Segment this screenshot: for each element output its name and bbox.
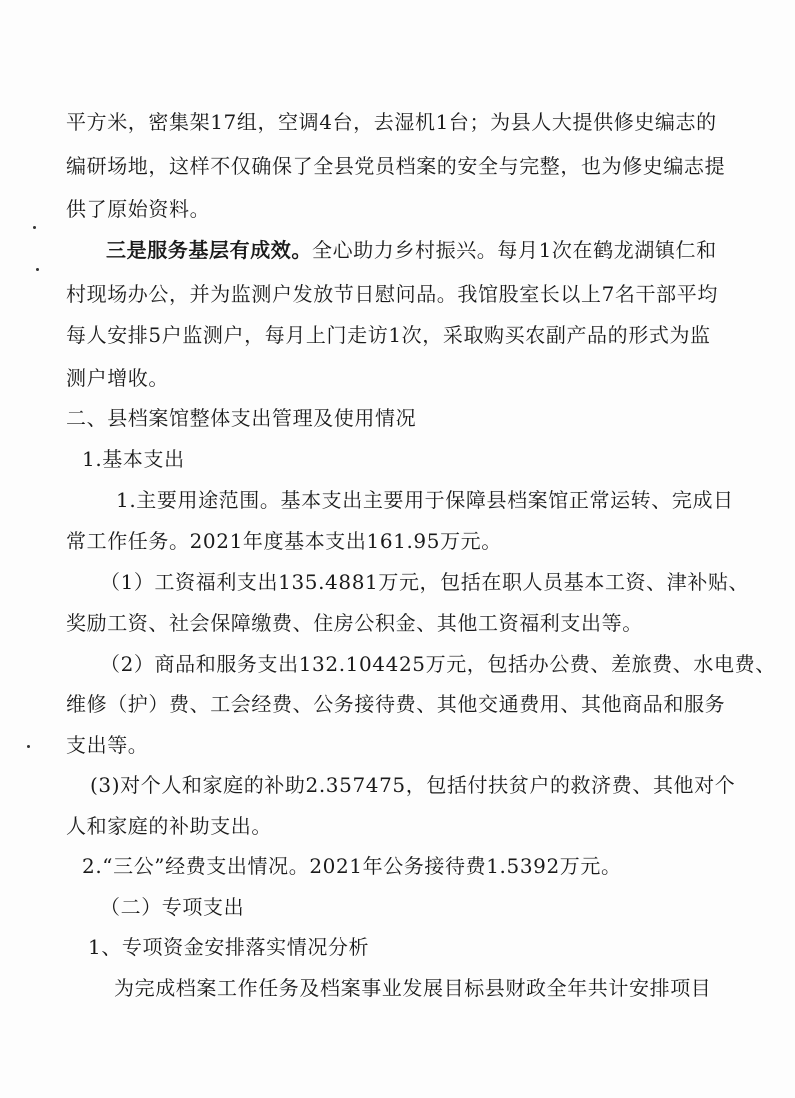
paragraph-line: （2）商品和服务支出132.104425万元，包括办公费、差旅费、水电费、 [100, 652, 776, 676]
section-heading: 二、县档案馆整体支出管理及使用情况 [66, 406, 417, 430]
paragraph-line: 每人安排5户监测户，每月上门走访1次，采取购买农副产品的形式为监 [66, 323, 711, 347]
scan-mark [36, 268, 39, 271]
inline-heading: 三是服务基层有成效。 [106, 238, 312, 262]
paragraph-line: 人和家庭的补助支出。 [66, 814, 272, 838]
paragraph-line: 供了原始资料。 [66, 197, 211, 221]
paragraph-line: 平方米，密集架17组，空调4台，去湿机1台；为县人大提供修史编志的 [66, 110, 717, 134]
paragraph-text: 全心助力乡村振兴。每月1次在鹤龙湖镇仁和 [312, 238, 717, 262]
paragraph-line: 维修（护）费、工会经费、公务接待费、其他交通费用、其他商品和服务 [66, 692, 726, 716]
paragraph-line [106, 238, 717, 262]
scan-mark [33, 226, 36, 229]
paragraph-line: 测户增收。 [66, 366, 169, 390]
paragraph-line: 奖励工资、社会保障缴费、住房公积金、其他工资福利支出等。 [66, 611, 643, 635]
subsection-heading: 1.基本支出 [82, 447, 185, 471]
paragraph-line: (3)对个人和家庭的补助2.357475，包括付扶贫户的救济费、其他对个 [90, 773, 736, 797]
paragraph-line: 2.“三公”经费支出情况。2021年公务接待费1.5392万元。 [82, 854, 622, 878]
subsection-heading: 1、专项资金安排落实情况分析 [88, 935, 370, 959]
subsection-heading: （二）专项支出 [100, 895, 245, 919]
paragraph-line: 编研场地，这样不仅确保了全县党员档案的安全与完整，也为修史编志提 [66, 154, 726, 178]
paragraph-line: 村现场办公，并为监测户发放节日慰问品。我馆股室长以上7名干部平均 [66, 282, 718, 306]
paragraph-line: 支出等。 [66, 733, 149, 757]
scan-mark [27, 745, 30, 748]
paragraph-line: 1.主要用途范围。基本支出主要用于保障县档案馆正常运转、完成日 [116, 488, 734, 512]
paragraph-line: 常工作任务。2021年度基本支出161.95万元。 [66, 529, 502, 553]
paragraph-line: （1）工资福利支出135.4881万元，包括在职人员基本工资、津补贴、 [100, 570, 750, 594]
paragraph-line: 为完成档案工作任务及档案事业发展目标县财政全年共计安排项目 [114, 976, 712, 1000]
